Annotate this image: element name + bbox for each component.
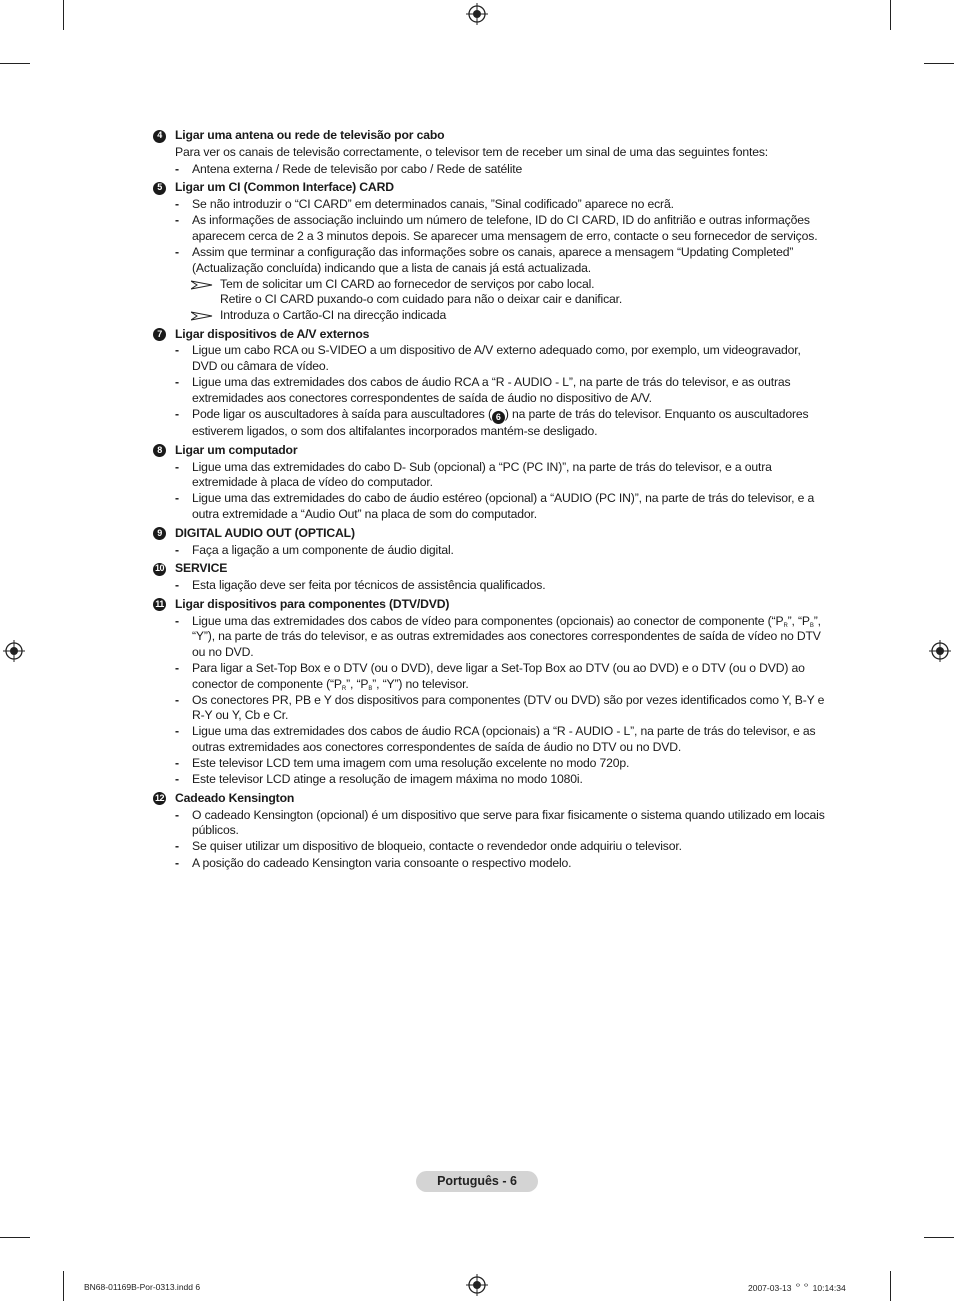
section-computer [153,443,825,523]
section-heading [153,791,825,807]
list-item: - Ligue uma das extremidades do cabo de áudio estéreo (opcional) a “AUDIO (PC IN)”, na parte de trás do televisor, e a outra extremidade a “Audio Out” na placa de som do computador. [175,491,815,521]
section-number-icon: 4 [153,130,166,143]
list-item: - A posição do cadeado Kensington varia consoante o respectivo modelo. [175,855,572,870]
file-name-slug: BN68-01169B-Por-0313.indd 6 [84,1282,201,1292]
crop-mark [890,0,891,30]
list-item: - Este televisor LCD atinge a resolução de imagem máxima no modo 1080i. [175,772,583,787]
list-item: - Antena externa / Rede de televisão por cabo / Rede de satélite [175,161,523,176]
crop-mark [924,1237,954,1238]
section-heading [153,443,825,459]
crop-mark [63,1271,64,1301]
section-heading [153,526,825,542]
registration-mark-icon [466,1274,488,1296]
headphone-number-icon: 6 [492,411,505,424]
crop-mark [890,1271,891,1301]
crop-mark [63,0,64,30]
registration-mark-icon [466,3,488,25]
list-item: - Os conectores PR, PB e Y dos dispositivos para componentes (DTV ou DVD) são por vezes identificados como Y, B-Y e R-Y ou Y, Cb e Cr. [175,692,825,723]
section-title: Ligar um CI (Common Interface) CARD [175,180,394,195]
section-kensington [153,791,825,871]
arrow-note-icon [191,311,213,321]
section-service [153,561,825,594]
section-components [153,597,825,788]
section-intro: Para ver os canais de televisão correctamente, o televisor tem de receber um sinal de uma das seguintes fontes: [175,145,769,159]
section-heading [153,326,825,342]
section-heading [153,561,825,577]
section-title: Ligar uma antena ou rede de televisão por cabo [175,128,445,143]
section-digital-audio [153,526,825,559]
section-heading [153,180,825,196]
section-number-icon: 9 [153,527,166,540]
manual-content [153,128,825,874]
section-title: SERVICE [175,561,228,576]
crop-mark [0,63,30,64]
section-title: DIGITAL AUDIO OUT (OPTICAL) [175,525,355,540]
section-number-icon: 5 [153,182,166,195]
registration-mark-icon [3,640,25,662]
section-title: Ligar dispositivos para componentes (DTV/DVD) [175,596,450,611]
note-item: Introduza o Cartão-CI na direcção indicada [153,308,825,324]
section-title: Ligar um computador [175,442,298,457]
page-number-badge: Português - 6 [416,1171,538,1192]
list-item: - Assim que terminar a configuração das informações sobre os canais, aparece a mensagem “Updating Completed” (Actualização concluída) indicando que a lista de canais já está actualizada. [175,244,794,275]
list-item: - Esta ligação deve ser feita por técnicos de assistência qualificados. [175,578,546,593]
section-av-devices [153,326,825,439]
list-item: - Para ligar a Set-Top Box e o DTV (ou o DVD), deve ligar a Set-Top Box ao DTV (ou ao DVD) e o DTV (ou o DVD) ao conector de componente (“$P_R$”, “$P_B$”, “Y”) no televisor. [175,661,805,692]
list-item: - O cadeado Kensington (opcional) é um dispositivo que serve para fixar fisicamente o sistema quando utilizado em locais públicos. [175,807,825,838]
registration-mark-icon [929,640,951,662]
list-item: - Ligue um cabo RCA ou S-VIDEO a um dispositivo de A/V externo adequado como, por exemplo, um videogravador, DVD ou câmara de vídeo. [175,343,801,374]
section-ci-card [153,180,825,323]
section-title: Cadeado Kensington [175,791,295,805]
list-item: - Se quiser utilizar um dispositivo de bloqueio, contacte o revendedor onde adquiriu o televisor. [175,839,682,854]
section-antenna [153,128,825,177]
note-item: Tem de solicitar um CI CARD ao fornecedor de serviços por cabo local. Retire o CI CARD puxando-o com cuidado para não o deixar cair e danificar. [153,277,825,308]
list-item: - Ligue uma das extremidades dos cabos de áudio RCA a “R - AUDIO - L”, na parte de trás do televisor, e as outras extremidades aos conectores correspondentes de saída de áudio no dispositivo de A/V. [175,375,791,405]
section-number-icon: 7 [153,328,166,341]
section-heading [153,128,825,144]
crop-mark [924,63,954,64]
section-title: Ligar dispositivos de A/V externos [175,326,370,341]
list-item: - Pode ligar os auscultadores à saída para auscultadores ( 6 ) na parte de trás do televisor. Enquanto os auscultadores estiverem ligados, o som dos altifalantes incorporados mantém-se desligado. [175,406,809,439]
list-item: - As informações de associação incluindo um número de telefone, ID do CI CARD, ID do anfitrião e outras informações aparecem cerca de 2 a 3 minutos depois. Se aparecer uma mensagem de erro, contacte o seu fornecedor de serviços. [175,213,818,243]
arrow-note-icon [191,280,213,290]
crop-mark [0,1237,30,1238]
list-item: - Se não introduzir o “CI CARD” em determinados canais, ”Sinal codificado” aparece no ecrã. [175,197,674,212]
section-number-icon: 11 [153,598,166,611]
list-item: - Ligue uma das extremidades dos cabos de vídeo para componentes (opcionais) ao conector de componente (“$P_R$”, “$P_B$”, “Y”), na parte de trás do televisor, e as outras extremidades aos conectores correspondentes de saída de vídeo no DTV ou no DVD. [175,613,821,659]
list-item: - Este televisor LCD tem uma imagem com uma resolução excelente no modo 720p. [175,756,630,771]
section-number-icon: 8 [153,444,166,457]
section-number-icon: 10 [153,563,166,576]
list-item: - Ligue uma das extremidades dos cabos de áudio RCA (opcionais) a “R - AUDIO - L”, na parte de trás do televisor, e as outras extremidades aos conectores correspondentes de saída de áudio no DTV ou no DVD. [175,724,816,755]
timestamp-slug: 2007-03-13 ᄋᄋ 10:14:34 [748,1283,846,1293]
list-item: - Faça a ligação a um componente de áudio digital. [175,542,454,557]
section-heading [153,597,825,613]
section-number-icon: 12 [153,792,166,805]
list-item: - Ligue uma das extremidades do cabo D- Sub (opcional) a “PC (PC IN)”, na parte de trás do televisor, e a outra extremidade à placa de vídeo do computador. [175,459,772,490]
